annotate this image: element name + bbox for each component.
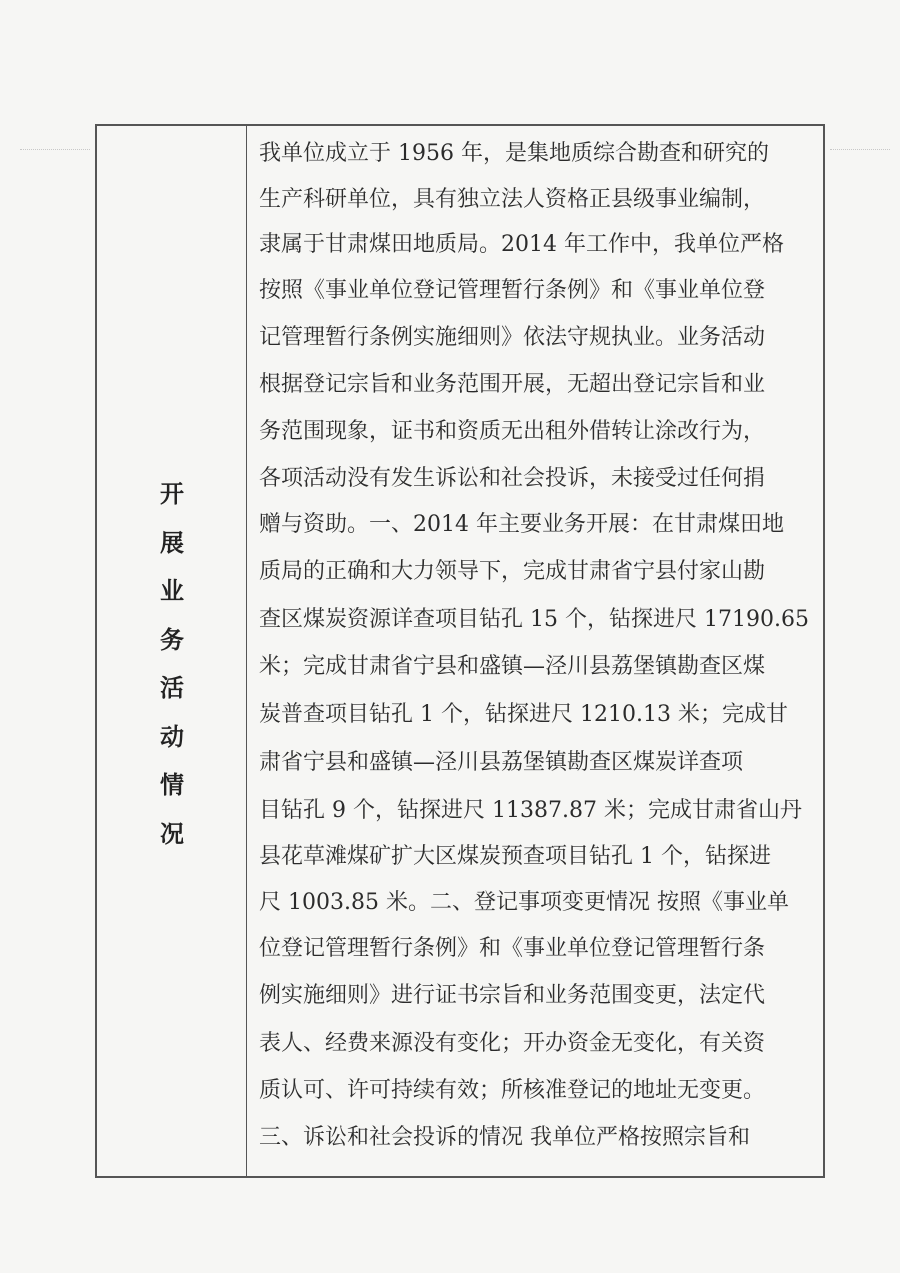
label-char: 情 (160, 770, 184, 799)
content-line: 根据登记宗旨和业务范围开展，无超出登记宗旨和业 (259, 372, 766, 397)
label-char: 动 (160, 721, 184, 751)
content-line: 隶属于甘肃煤田地质局。2014 年工作中，我单位严格 (259, 232, 784, 257)
label-char: 务 (160, 624, 184, 654)
content-line: 目钻孔 9 个，钻探进尺 11387.87 米；完成甘肃省山丹 (259, 798, 802, 823)
content-line: 我单位成立于 1956 年，是集地质综合勘查和研究的 (259, 141, 769, 166)
content-line: 肃省宁县和盛镇—泾川县荔堡镇勘查区煤炭详查项 (259, 750, 744, 775)
scan-fold-mark-left (20, 149, 90, 151)
label-char: 业 (160, 576, 184, 605)
content-line: 表人、经费来源没有变化；开办资金无变化，有关资 (259, 1031, 766, 1056)
content-line: 按照《事业单位登记管理暂行条例》和《事业单位登 (259, 278, 766, 303)
content-line: 三、诉讼和社会投诉的情况 我单位严格按照宗旨和 (259, 1125, 750, 1150)
scan-fold-mark-right (830, 149, 890, 151)
content-line: 各项活动没有发生诉讼和社会投诉，未接受过任何捐 (259, 466, 766, 491)
label-char: 开 (160, 479, 184, 508)
content-line: 例实施细则》进行证书宗旨和业务范围变更，法定代 (259, 983, 766, 1008)
content-line: 查区煤炭资源详查项目钻孔 15 个，钻探进尺 17190.65 (259, 607, 809, 632)
content-line: 赠与资助。一、2014 年主要业务开展：在甘肃煤田地 (259, 512, 784, 537)
row-label-business-activities (97, 470, 247, 858)
content-line: 县花草滩煤矿扩大区煤炭预查项目钻孔 1 个，钻探进 (259, 844, 771, 869)
content-line: 米；完成甘肃省宁县和盛镇—泾川县荔堡镇勘查区煤 (259, 654, 766, 679)
row-label-cell (97, 126, 247, 1176)
content-line: 位登记管理暂行条例》和《事业单位登记管理暂行条 (259, 936, 766, 961)
content-line: 尺 1003.85 米。二、登记事项变更情况 按照《事业单 (259, 890, 789, 915)
content-line: 质局的正确和大力领导下，完成甘肃省宁县付家山勘 (259, 559, 766, 584)
label-char: 况 (160, 818, 184, 848)
content-line: 记管理暂行条例实施细则》依法守规执业。业务活动 (259, 325, 766, 350)
content-line: 质认可、许可持续有效；所核准登记的地址无变更。 (259, 1078, 766, 1103)
form-table (95, 124, 825, 1178)
content-line: 炭普查项目钻孔 1 个，钻探进尺 1210.13 米；完成甘 (259, 702, 788, 727)
content-line: 务范围现象，证书和资质无出租外借转让涂改行为， (259, 419, 766, 444)
content-line: 生产科研单位，具有独立法人资格正县级事业编制， (259, 187, 766, 212)
label-char: 展 (160, 527, 184, 557)
label-char: 活 (160, 673, 184, 702)
row-content-cell (247, 126, 825, 1176)
